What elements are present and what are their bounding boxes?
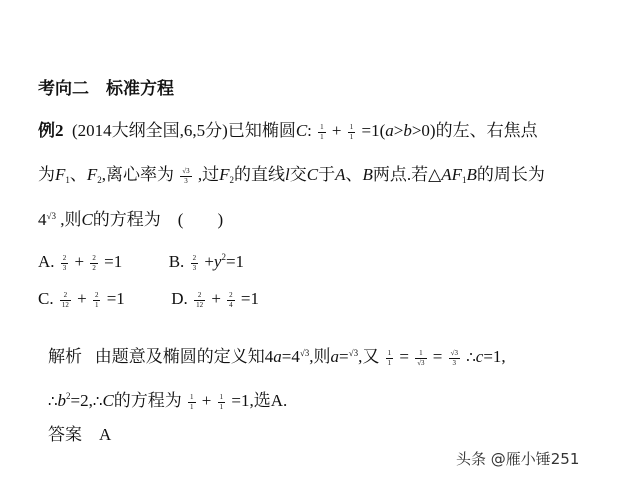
option-c[interactable]: C. $\frac{2}{12}$ + $\frac{2}{1}$ =1 bbox=[38, 289, 125, 309]
solution-label: 解析 bbox=[48, 347, 82, 366]
sqrt-sign: √3 bbox=[46, 211, 56, 221]
example-line-3: $4^{√3}$ ,则C的方程为 ( ) bbox=[38, 210, 224, 229]
answer-label: 答案 bbox=[48, 425, 82, 444]
section-heading: 考向二 标准方程 bbox=[38, 79, 174, 98]
example-line-2: 为$F_1$、$F_2$,离心率为 $\frac{√3}{3}$ ,过$F_2$的直线l交C于A、B两点.若$\triangle AF_1B$的周长为 bbox=[38, 165, 545, 185]
answer-value: A bbox=[99, 425, 112, 444]
options-row-2 bbox=[38, 288, 259, 310]
watermark: 头条 @雁小锤251 bbox=[456, 450, 580, 468]
options-row-1 bbox=[38, 246, 244, 273]
solution-line-2: $\therefore b^2=2,\therefore C$的方程为 $\frac{1}{1}$ + $\frac{1}{1}$ =1,选A. bbox=[48, 391, 288, 411]
fraction-eccentricity: $\frac{√3}{3}$ bbox=[182, 166, 190, 185]
option-a[interactable]: A. $\frac{2}{3}$ + $\frac{2}{2}$ =1 bbox=[38, 252, 123, 272]
example-source: (2014大纲全国,6,5分)已知椭圆 bbox=[72, 121, 296, 140]
option-d[interactable]: D. $\frac{2}{12}$ + $\frac{2}{4}$ =1 bbox=[171, 289, 259, 309]
solution-line-1: 解析 由题意及椭圆的定义知$4a=4^{√3}$,则a=$^{√3}$,又 $\frac{1}{1}$ = $\frac{1}{√3}$ = $\frac{√3}{3}$ ∴c=1, bbox=[48, 347, 506, 367]
example-label: 例2 bbox=[38, 121, 64, 140]
answer-line bbox=[48, 424, 111, 446]
example-line-1: 例2 (2014大纲全国,6,5分)已知椭圆C: $\frac{1}{1}$ + $\frac{1}{1}$ =1(a>b>0)的左、右焦点 bbox=[38, 121, 538, 141]
option-b[interactable]: B. $\frac{2}{3}$ $+y^2=1$ bbox=[168, 252, 245, 272]
fraction-x2-a2: $\frac{1}{1}$ bbox=[320, 122, 324, 141]
fraction-y2-b2: $\frac{1}{1}$ bbox=[349, 122, 354, 141]
